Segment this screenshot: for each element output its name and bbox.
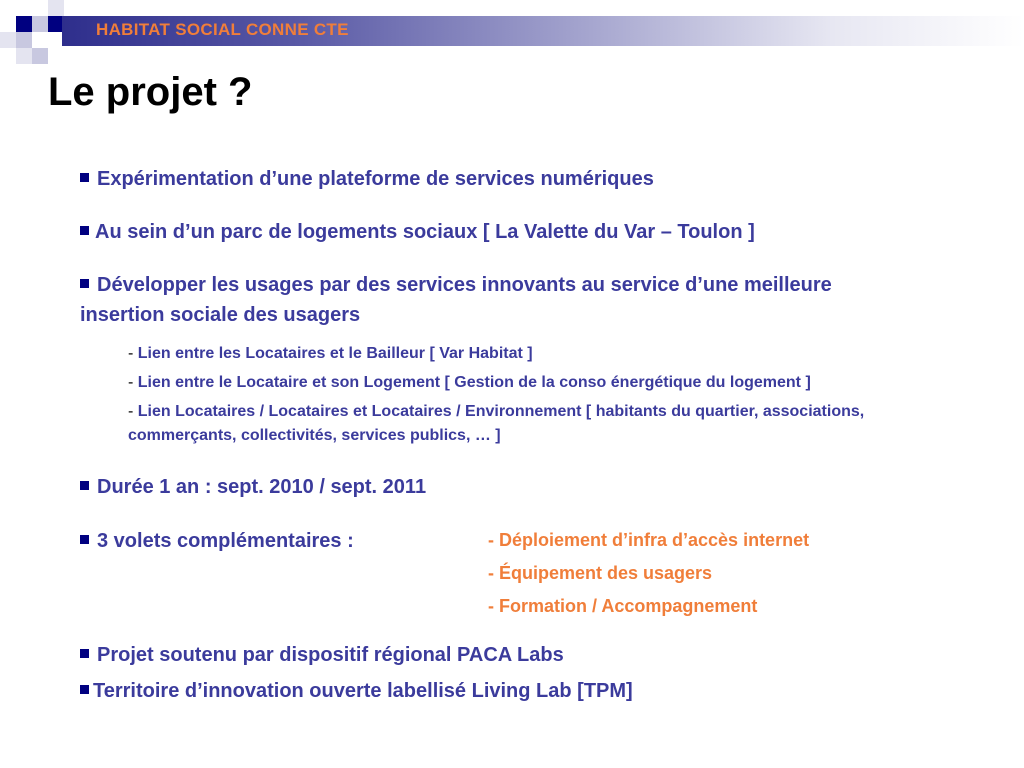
logo-square: [32, 16, 48, 32]
bullet-text: Expérimentation d’une plateforme de services numériques: [97, 168, 654, 190]
volets-label: 3 volets complémentaires :: [97, 530, 354, 552]
banner-title: HABITAT SOCIAL CONNE CTE: [96, 20, 349, 39]
logo-square: [32, 48, 48, 64]
logo-square: [16, 32, 32, 48]
logo-square: [16, 16, 32, 32]
bullet-item: [80, 472, 980, 502]
sub-bullet-text: Lien Locataires / Locataires et Locataires / Environnement [ habitants du quartier, associations, commerçants, collectivités, services publics, … ]: [128, 403, 865, 444]
sub-bullet-text: Lien entre les Locataires et le Bailleur [ Var Habitat ]: [137, 345, 533, 362]
slide-title: Le projet ?: [48, 70, 253, 114]
logo-square: [0, 32, 16, 48]
bullet-item: [80, 270, 910, 330]
logo-square: [48, 0, 64, 16]
sub-bullet-item: [128, 371, 980, 395]
volet-item: - Équipement des usagers: [488, 563, 713, 583]
volets-list: [488, 524, 809, 623]
bullet-text: Territoire d’innovation ouverte labellisé Living Lab [TPM]: [93, 680, 633, 702]
bullet-item: [80, 640, 980, 670]
sub-bullet-text: Lien entre le Locataire et son Logement [ Gestion de la conso énergétique du logement ]: [137, 374, 811, 391]
volet-item: - Déploiement d’infra d’accès internet: [488, 530, 810, 550]
sub-bullet-list: [80, 342, 980, 448]
volets-row: [80, 526, 980, 616]
bullet-text: Projet soutenu par dispositif régional PACA Labs: [97, 644, 564, 666]
bullet-item: [80, 526, 354, 556]
square-bullet-icon: [80, 226, 89, 235]
logo-square: [16, 48, 32, 64]
bullet-item: [80, 217, 980, 247]
square-bullet-icon: [80, 535, 89, 544]
dash-icon: -: [128, 403, 138, 420]
bullet-item: [80, 164, 980, 194]
square-bullet-icon: [80, 649, 89, 658]
bullet-text: Au sein d’un parc de logements sociaux [ La Valette du Var – Toulon ]: [95, 221, 755, 243]
slide-content: [80, 164, 980, 706]
dash-icon: -: [128, 374, 138, 391]
square-bullet-icon: [80, 481, 89, 490]
bullet-text: Développer les usages par des services innovants au service d’une meilleure insertion sociale des usagers: [80, 274, 832, 326]
sub-bullet-item: [128, 342, 980, 366]
dash-icon: -: [128, 345, 138, 362]
bullet-item: [80, 676, 980, 706]
duration-text: Durée 1 an : sept. 2010 / sept. 2011: [97, 476, 427, 498]
square-bullet-icon: [80, 685, 89, 694]
square-bullet-icon: [80, 173, 89, 182]
sub-bullet-item: [128, 400, 928, 448]
square-bullet-icon: [80, 279, 89, 288]
volet-item: - Formation / Accompagnement: [488, 596, 758, 616]
